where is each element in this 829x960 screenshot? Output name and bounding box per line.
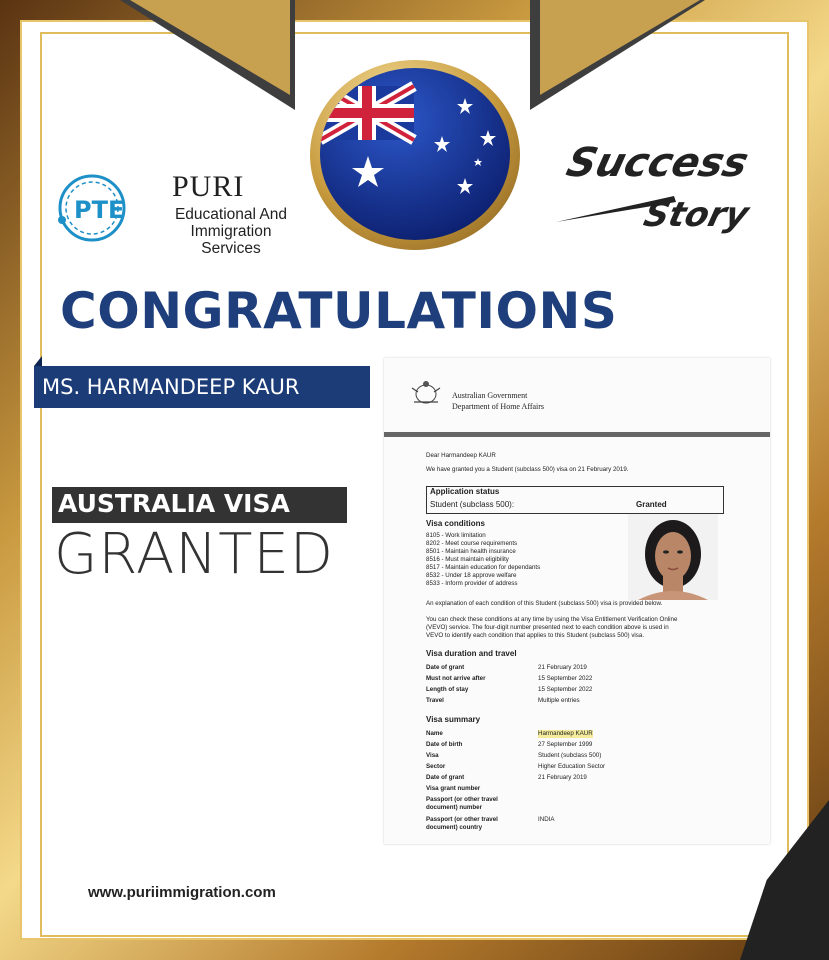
website-link[interactable]: www.puriimmigration.com — [88, 884, 276, 901]
ribbon-left-gold — [130, 0, 290, 95]
brand-name: PURI — [172, 170, 245, 203]
condition-5: 8517 - Maintain education for dependants — [426, 564, 541, 571]
status-value: Granted — [636, 500, 667, 509]
duration-label-3: Length of stay — [426, 686, 469, 693]
summary-label-9: Passport (or other travel — [426, 816, 498, 823]
applicant-photo — [628, 514, 718, 600]
condition-3: 8501 - Maintain health insurance — [426, 548, 516, 555]
duration-label-4: Travel — [426, 697, 444, 704]
brand-subtitle — [136, 206, 326, 257]
name-badge-tab — [34, 356, 42, 366]
status-label: Student (subclass 500): — [430, 500, 515, 509]
visa-grant-document — [384, 358, 770, 844]
summary-value-3: Student (subclass 500) — [538, 752, 602, 759]
summary-value-1: Harmandeep KAUR — [538, 730, 593, 737]
duration-heading: Visa duration and travel — [426, 649, 517, 658]
gov-header — [452, 390, 544, 412]
vevo-line3: VEVO to identify each condition that applies to this Student (subclass 500) visa. — [426, 632, 645, 639]
summary-label-2: Date of birth — [426, 741, 463, 748]
conditions-heading: Visa conditions — [426, 519, 485, 528]
vevo-line2: (VEVO) service. The four-digit number presented next to each condition above is used in — [426, 624, 669, 631]
summary-label-5: Date of grant — [426, 774, 465, 781]
summary-label-10: document) country — [426, 824, 483, 831]
duration-label-2: Must not arrive after — [426, 675, 486, 682]
ribbon-right-gold — [540, 0, 700, 95]
success-story-badge — [556, 130, 756, 240]
vevo-line1: You can check these conditions at any time by using the Visa Entitlement Verification Online — [426, 616, 678, 623]
greeting: Dear Harmandeep KAUR — [426, 452, 496, 459]
summary-heading: Visa summary — [426, 715, 481, 724]
condition-6: 8532 - Under 18 approve welfare — [426, 572, 517, 579]
header-rule — [384, 432, 770, 437]
condition-4: 8516 - Must maintain eligibility — [426, 556, 509, 563]
status-heading: Application status — [430, 487, 500, 496]
pte-logo-text: PTE — [74, 196, 125, 224]
condition-7: 8533 - Inform provider of address — [426, 580, 518, 587]
brand-subtitle-line1: Educational And Immigration — [174, 206, 288, 240]
brand-subtitle-line2: Services — [201, 240, 261, 257]
coat-of-arms-icon — [408, 378, 444, 408]
summary-label-7: Passport (or other travel — [426, 796, 498, 803]
gov-line2: Department of Home Affairs — [452, 402, 545, 411]
condition-1: 8105 - Work limitation — [426, 532, 486, 539]
intro: We have granted you a Student (subclass 500) visa on 21 February 2019. — [426, 466, 629, 473]
duration-value-3: 15 September 2022 — [538, 686, 593, 693]
duration-value-2: 15 September 2022 — [538, 675, 593, 682]
summary-label-8: document) number — [426, 804, 483, 811]
summary-value-4: Higher Education Sector — [538, 763, 606, 770]
summary-label-1: Name — [426, 730, 443, 737]
visa-status: GRANTED — [54, 522, 334, 587]
summary-value-2: 27 September 1999 — [538, 741, 593, 748]
explanation: An explanation of each condition of this Student (subclass 500) visa is provided below. — [426, 600, 663, 607]
success-text: Success — [562, 138, 754, 186]
duration-value-4: Multiple entries — [538, 697, 580, 704]
story-text: Story — [639, 195, 753, 235]
headline: CONGRATULATIONS — [60, 282, 618, 340]
summary-value-9: INDIA — [538, 816, 555, 823]
duration-value-1: 21 February 2019 — [538, 664, 587, 671]
client-name-badge: MS. HARMANDEEP KAUR — [34, 366, 370, 408]
australia-flag-icon — [320, 68, 510, 240]
gov-line1: Australian Government — [452, 391, 528, 400]
summary-label-4: Sector — [426, 763, 446, 770]
summary-value-5: 21 February 2019 — [538, 774, 587, 781]
summary-label-3: Visa — [426, 752, 439, 759]
pte-logo — [52, 172, 128, 244]
summary-label-6: Visa grant number — [426, 785, 481, 792]
visa-label: AUSTRALIA VISA — [52, 487, 347, 523]
condition-2: 8202 - Meet course requirements — [426, 540, 518, 547]
duration-label-1: Date of grant — [426, 664, 465, 671]
